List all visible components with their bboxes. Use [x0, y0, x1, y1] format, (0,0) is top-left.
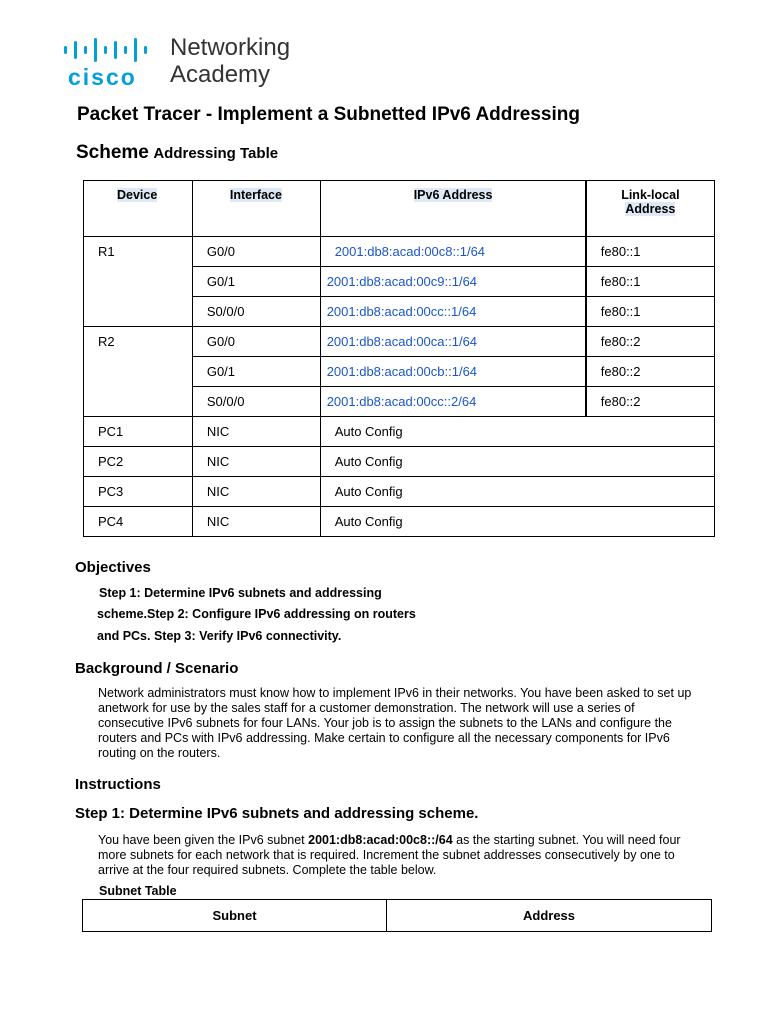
table-cell: 2001:db8:acad:00cc::1/64: [320, 297, 586, 327]
addressing-table-title: Addressing Table: [153, 145, 279, 162]
header-ipv6-address: IPv6 Address: [320, 181, 586, 237]
subnet-table: [82, 899, 712, 932]
table-header-row: [84, 181, 715, 237]
table-cell: S0/0/0: [192, 297, 320, 327]
header-subnet: Subnet: [83, 900, 387, 932]
table-cell: NIC: [192, 417, 320, 447]
table-row: [84, 447, 715, 477]
objectives-line-2: scheme.Step 2: Configure IPv6 addressing on routers: [97, 607, 416, 621]
table-cell: PC2: [84, 447, 193, 477]
step1-paragraph: You have been given the IPv6 subnet 2001:db8:acad:00c8::/64 as the starting subnet. You will need four more subnets for each network that is required. Increment the subnet addresses consecutively by one to arrive at the four required subnets. Complete the table below.: [98, 833, 681, 877]
table-cell: NIC: [192, 477, 320, 507]
cisco-wordmark: cisco: [68, 64, 137, 90]
subnet-table-title: Subnet Table: [99, 884, 177, 898]
table-cell: fe80::2: [586, 357, 715, 387]
step1-heading: Step 1: Determine IPv6 subnets and addressing scheme.: [75, 805, 479, 822]
table-cell: S0/0/0: [192, 387, 320, 417]
table-cell: Auto Config: [320, 447, 714, 477]
table-cell: R1: [84, 237, 193, 327]
table-cell: fe80::1: [586, 267, 715, 297]
table-cell: 2001:db8:acad:00cc::2/64: [320, 387, 586, 417]
table-row: [84, 477, 715, 507]
table-cell: NIC: [192, 507, 320, 537]
objectives-line-1: Step 1: Determine IPv6 subnets and addressing: [99, 586, 382, 600]
table-cell: R2: [84, 327, 193, 417]
table-cell: PC4: [84, 507, 193, 537]
table-cell: G0/1: [192, 267, 320, 297]
networking-academy-wordmark: Networking Academy: [170, 34, 291, 88]
table-cell: Auto Config: [320, 417, 714, 447]
table-cell: 2001:db8:acad:00cb::1/64: [320, 357, 586, 387]
cisco-networking-academy-logo: [64, 34, 324, 94]
table-cell: 2001:db8:acad:00c8::1/64: [320, 237, 586, 267]
table-cell: PC1: [84, 417, 193, 447]
table-cell: fe80::2: [586, 327, 715, 357]
objectives-heading: Objectives: [75, 559, 151, 576]
scheme-heading: Scheme Addressing Table: [76, 142, 279, 163]
table-header-row: [83, 900, 712, 932]
page-title: Packet Tracer - Implement a Subnetted IPv6 Addressing: [77, 104, 580, 125]
table-cell: Auto Config: [320, 477, 714, 507]
table-row: [84, 327, 715, 357]
background-paragraph: Network administrators must know how to implement IPv6 in their networks. You have been asked to set up anetwork for use by the sales staff for a customer demonstration. The network will use a series of consecutive IPv6 subnets for four LANs. Your job is to assign the subnets to the LANs and configure the routers and PCs with IPv6 addressing. Make certain to configure all the necessary components for IPv6 routing on the routers.: [98, 686, 692, 760]
table-cell: PC3: [84, 477, 193, 507]
table-cell: G0/0: [192, 327, 320, 357]
header-device: Device: [84, 181, 193, 237]
table-cell: G0/1: [192, 357, 320, 387]
cisco-bars-icon: [64, 38, 160, 62]
table-cell: 2001:db8:acad:00ca::1/64: [320, 327, 586, 357]
background-heading: Background / Scenario: [75, 660, 239, 677]
header-interface: Interface: [192, 181, 320, 237]
instructions-heading: Instructions: [75, 776, 161, 793]
table-cell: fe80::2: [586, 387, 715, 417]
table-cell: NIC: [192, 447, 320, 477]
table-cell: 2001:db8:acad:00c9::1/64: [320, 267, 586, 297]
header-link-local: Link-local Address: [586, 181, 715, 237]
addressing-table: [83, 180, 715, 537]
table-row: [84, 507, 715, 537]
table-cell: Auto Config: [320, 507, 714, 537]
table-row: [84, 237, 715, 267]
objectives-line-3: and PCs. Step 3: Verify IPv6 connectivity.: [97, 629, 342, 643]
table-cell: G0/0: [192, 237, 320, 267]
header-address: Address: [387, 900, 712, 932]
table-cell: fe80::1: [586, 297, 715, 327]
table-row: [84, 417, 715, 447]
table-cell: fe80::1: [586, 237, 715, 267]
